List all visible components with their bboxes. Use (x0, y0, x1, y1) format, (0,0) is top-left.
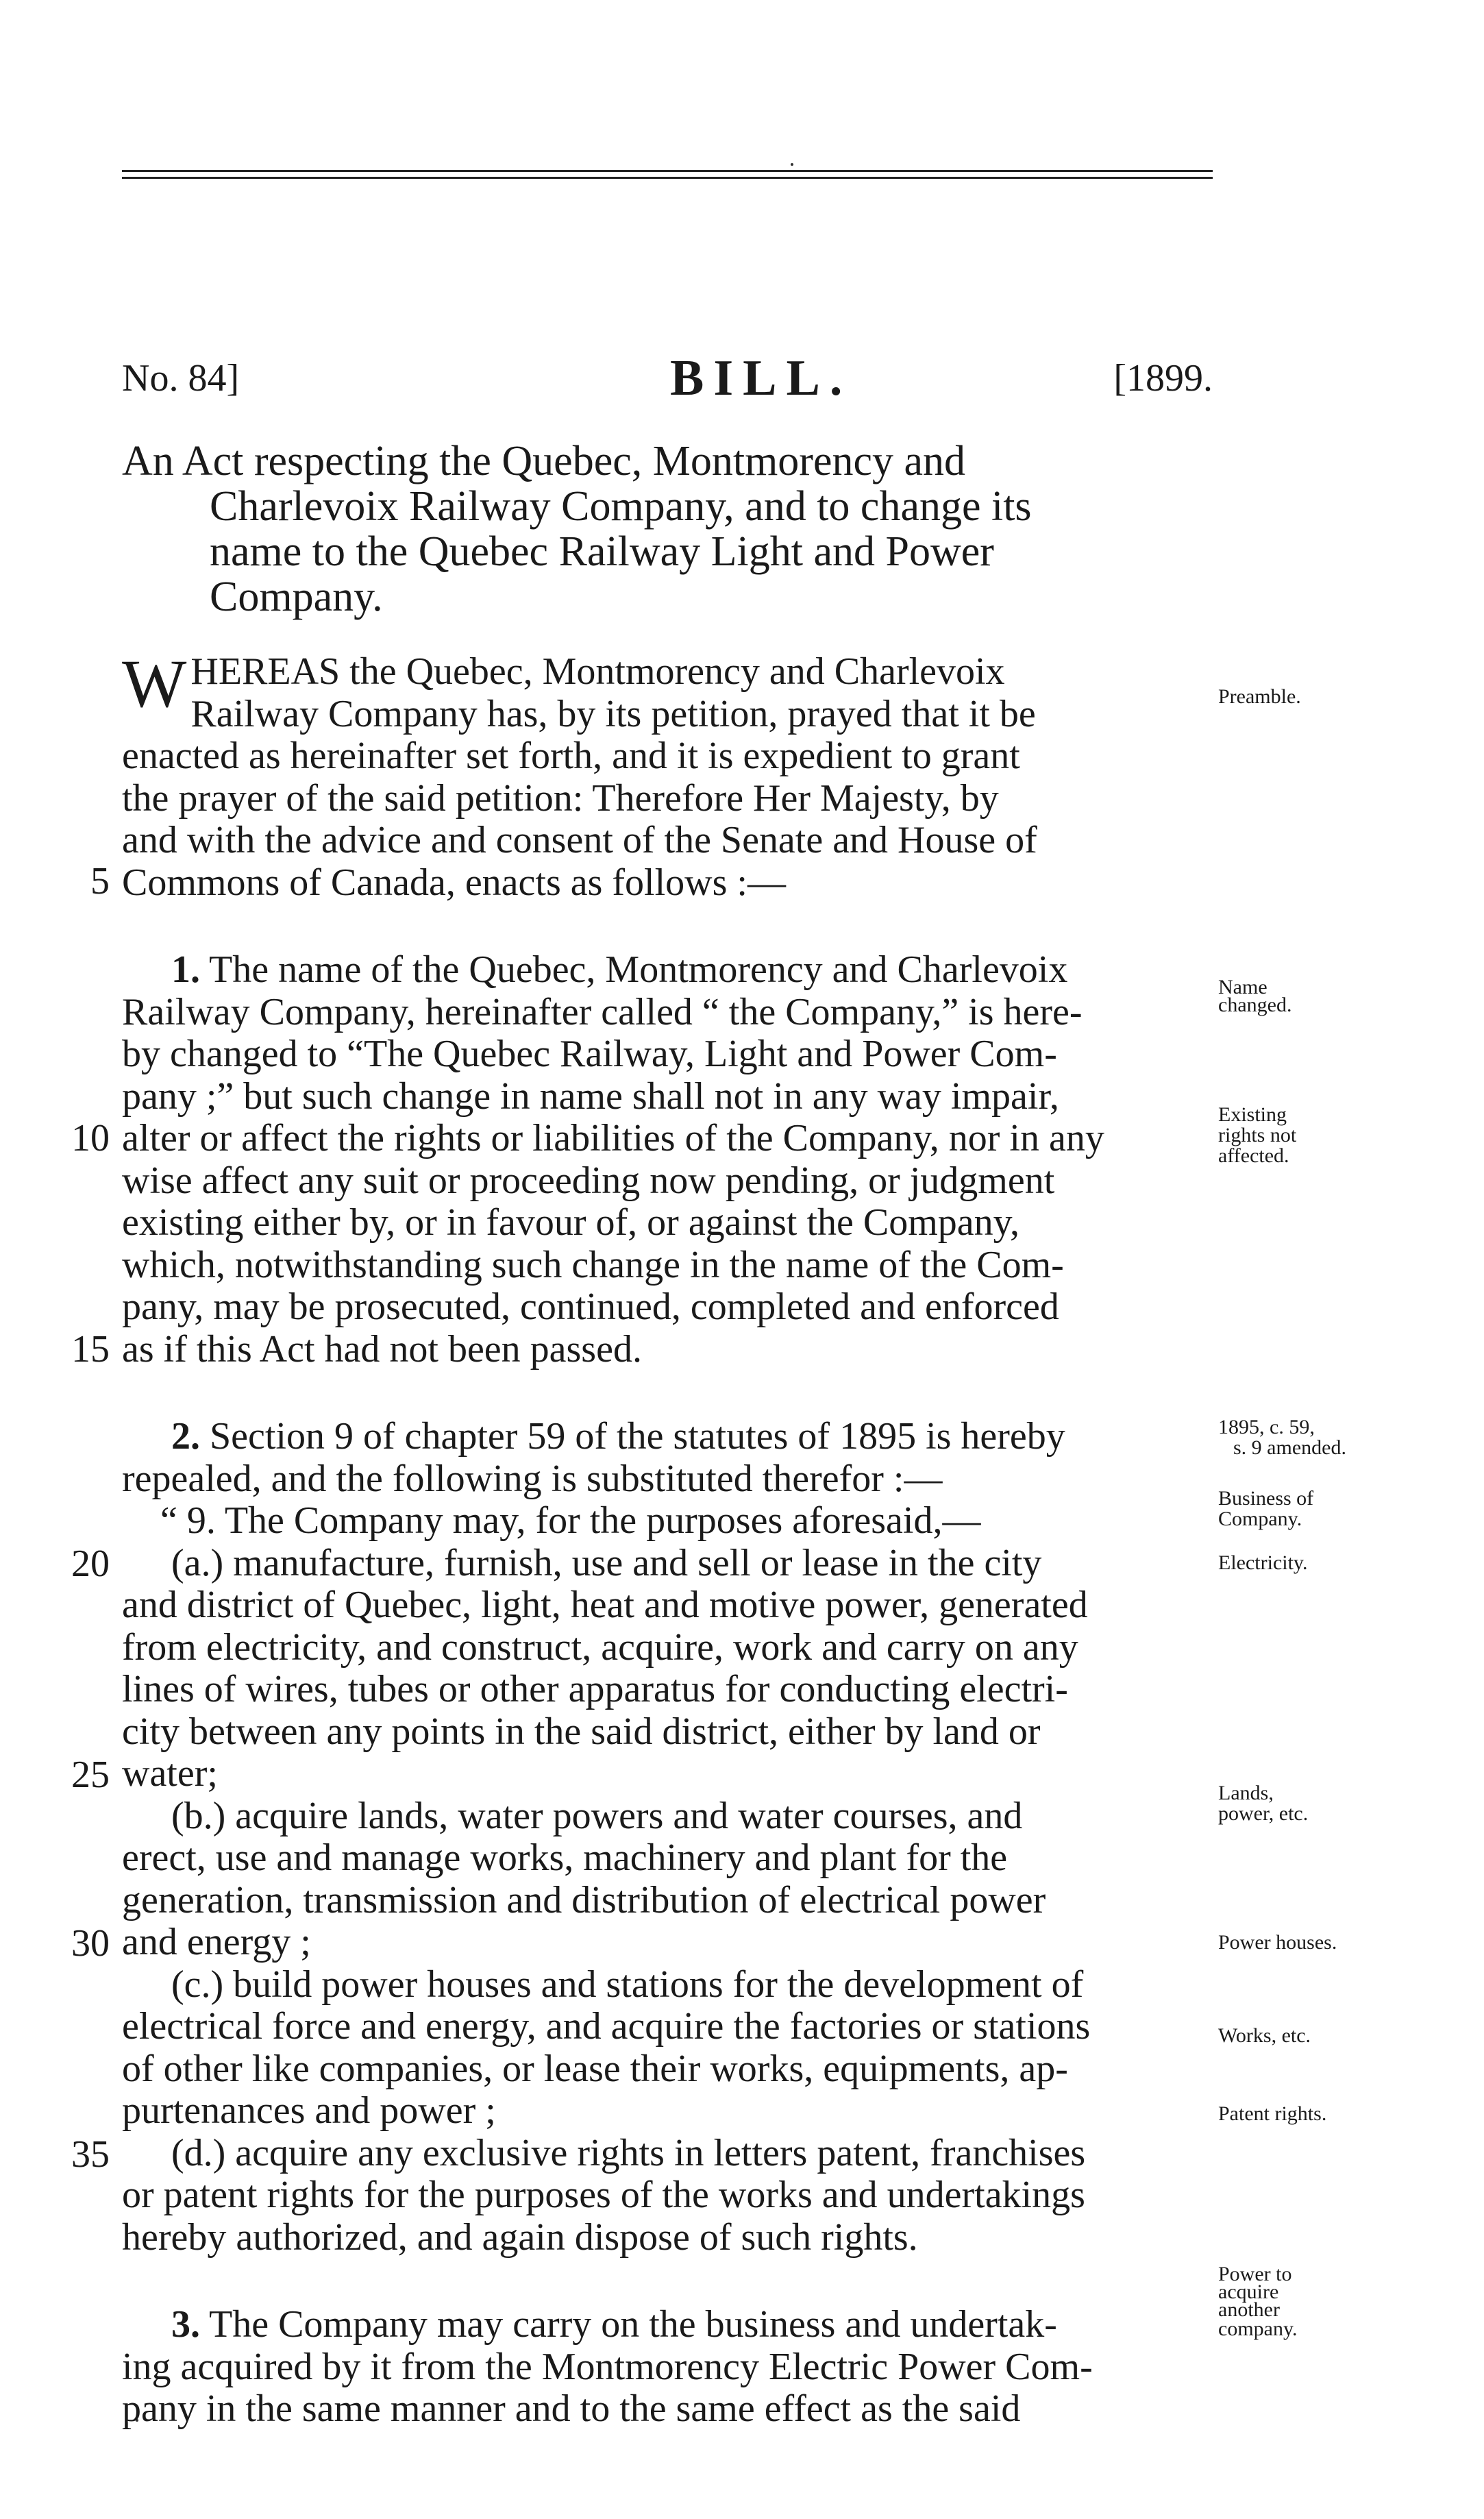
section-line: and energy ; (122, 1921, 311, 1963)
line-number: 20 (71, 1543, 110, 1585)
section-line: pany in the same manner and to the same effect as the said (122, 2387, 1021, 2430)
margin-note: Works, etc. (1218, 2024, 1311, 2047)
section-line: from electricity, and construct, acquire, work and carry on any (122, 1625, 1078, 1669)
section-line: wise affect any suit or proceeding now pending, or judgment (122, 1159, 1055, 1202)
section-line: (d.) acquire any exclusive rights in letters patent, franchises (171, 2131, 1086, 2174)
section-line: by changed to “The Quebec Railway, Light and Power Com- (122, 1033, 1057, 1075)
line-number: 10 (71, 1117, 110, 1159)
section-number: 1. (171, 948, 200, 991)
top-rule-2 (122, 177, 1213, 179)
preamble (122, 646, 1213, 904)
section-line: hereby authorized, and again dispose of such rights. (122, 2215, 918, 2259)
margin-note: Power to acquire another company. (1218, 2263, 1298, 2340)
margin-note: Power houses. (1218, 1931, 1337, 1954)
section-line: “ 9. The Company may, for the purposes aforesaid,— (160, 1499, 981, 1542)
section-2 (122, 1416, 1213, 2259)
act-title-line: name to the Quebec Railway Light and Power (210, 528, 994, 575)
section-line: (b.) acquire lands, water powers and water courses, and (171, 1794, 1023, 1837)
line-number: 5 (90, 860, 110, 902)
section-line: pany, may be prosecuted, continued, completed and enforced (122, 1286, 1059, 1328)
section-line: which, notwithstanding such change in the name of the Com- (122, 1243, 1064, 1286)
preamble-line: Commons of Canada, enacts as follows :— (122, 861, 786, 904)
section-line: lines of wires, tubes or other apparatus for conducting electri- (122, 1668, 1068, 1710)
section-line: Section 9 of chapter 59 of the statutes of 1895 is hereby (210, 1415, 1065, 1458)
section-line: Railway Company, hereinafter called “ the Company,” is here- (122, 990, 1083, 1033)
section-line: electrical force and energy, and acquire the factories or stations (122, 2005, 1091, 2048)
section-line: erect, use and manage works, machinery and plant for the (122, 1836, 1008, 1879)
line-number: 30 (71, 1922, 110, 1965)
section-number: 3. (171, 2303, 200, 2346)
section-line: as if this Act had not been passed. (122, 1327, 642, 1371)
margin-note: Electricity. (1218, 1551, 1308, 1574)
section-1 (122, 949, 1213, 1371)
preamble-line: Railway Company has, by its petition, prayed that it be (190, 692, 1036, 735)
margin-note: Patent rights. (1218, 2102, 1327, 2125)
speck (791, 163, 793, 166)
section-line: repealed, and the following is substituted therefor :— (122, 1457, 943, 1500)
margin-note: Preamble. (1218, 685, 1301, 708)
section-line: pany ;” but such change in name shall not in any way impair, (122, 1074, 1059, 1118)
bill-title: BILL. (670, 350, 852, 406)
act-title (122, 439, 1218, 619)
section-line: generation, transmission and distribution of electrical power (122, 1878, 1046, 1921)
act-title-line: An Act respecting the Quebec, Montmorency and (122, 438, 966, 484)
section-line: city between any points in the said district, either by land or (122, 1710, 1041, 1753)
margin-note: Name changed. (1218, 976, 1292, 1016)
section-line: and district of Quebec, light, heat and motive power, generated (122, 1584, 1088, 1626)
margin-note: Lands, power, etc. (1218, 1782, 1309, 1825)
section-line: or patent rights for the purposes of the works and undertakings (122, 2174, 1085, 2216)
line-number: 35 (71, 2133, 110, 2176)
margin-note: Existing rights not affected. (1218, 1103, 1297, 1167)
section-line: water; (122, 1752, 218, 1795)
act-title-line: Company. (210, 574, 383, 620)
section-line: The Company may carry on the business and undertak- (209, 2303, 1057, 2346)
line-number: 15 (71, 1328, 110, 1371)
bill-number: No. 84] (122, 357, 240, 400)
section-line: ing acquired by it from the Montmorency Electric Power Com- (122, 2345, 1093, 2388)
bill-body (122, 646, 1213, 2431)
bill-year: [1899. (1113, 357, 1213, 400)
line-number: 25 (71, 1754, 110, 1796)
section-line: purtenances and power ; (122, 2089, 496, 2132)
preamble-line: enacted as hereinafter set forth, and it is expedient to grant (122, 735, 1020, 777)
margin-note: 1895, c. 59, s. 9 amended. (1218, 1416, 1346, 1459)
preamble-line: HEREAS the Quebec, Montmorency and Charlevoix (190, 650, 1005, 693)
top-rule-1 (122, 170, 1213, 172)
bill-header (122, 350, 1213, 418)
preamble-line: the prayer of the said petition: Therefore Her Majesty, by (122, 776, 999, 820)
preamble-line: and with the advice and consent of the Senate and House of (122, 819, 1037, 861)
section-line: of other like companies, or lease their works, equipments, ap- (122, 2047, 1068, 2090)
section-line: The name of the Quebec, Montmorency and Charlevoix (209, 948, 1068, 991)
act-title-line: Charlevoix Railway Company, and to change its (210, 483, 1032, 530)
preamble-dropcap: W (122, 646, 187, 722)
section-line: (c.) build power houses and stations for the development of (171, 1963, 1084, 2006)
section-number: 2. (171, 1415, 200, 1458)
section-3 (122, 2304, 1213, 2431)
section-line: existing either by, or in favour of, or against the Company, (122, 1201, 1019, 1244)
margin-note: Business of Company. (1218, 1487, 1314, 1530)
section-line: (a.) manufacture, furnish, use and sell or lease in the city (171, 1541, 1042, 1584)
section-line: alter or affect the rights or liabilities of the Company, nor in any (122, 1117, 1104, 1159)
